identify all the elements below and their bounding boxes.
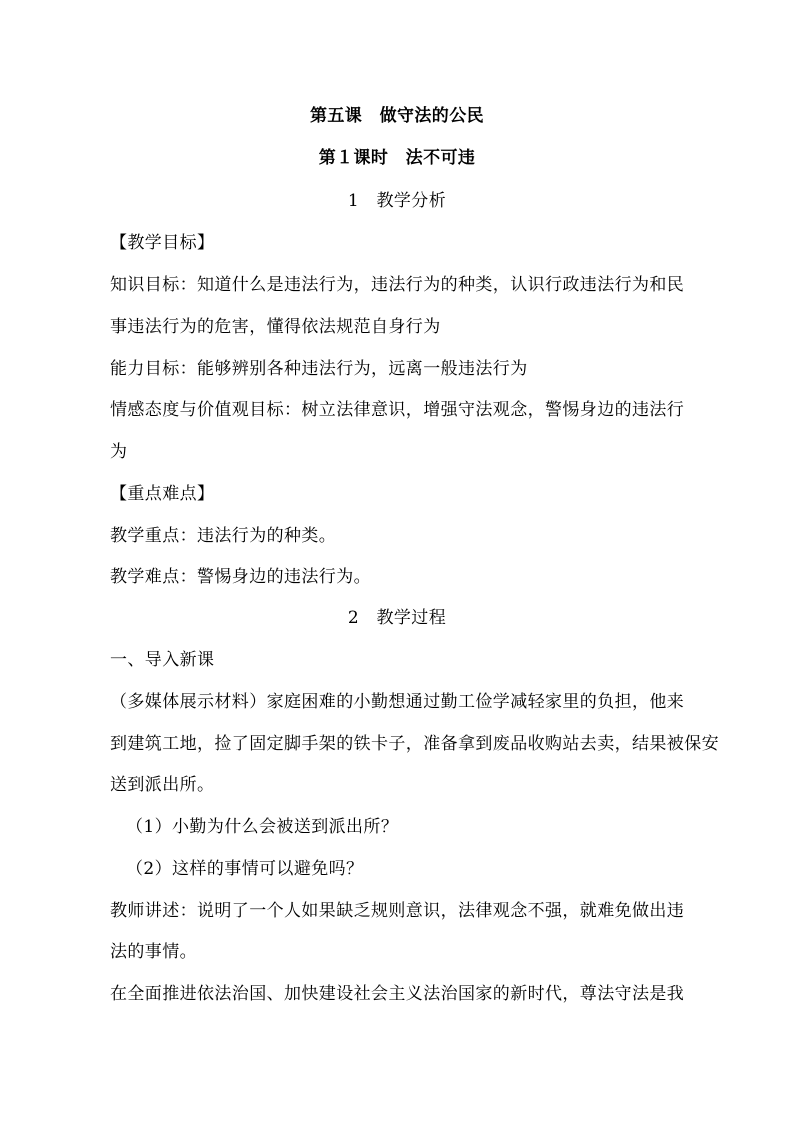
section-heading-analysis: 1 教学分析: [347, 191, 447, 211]
key-points-heading: 【重点难点】: [110, 484, 215, 504]
emotion-goal-line-1: 情感态度与价值观目标：树立法律意识，增强守法观念，警惕身边的违法行: [110, 400, 685, 420]
intro-paragraph-line-2: 到建筑工地，捡了固定脚手架的铁卡子，准备拿到废品收购站去卖，结果被保安: [110, 734, 719, 754]
knowledge-goal-line-1: 知识目标：知道什么是违法行为，违法行为的种类，认识行政违法行为和民: [110, 275, 685, 295]
ability-goal: 能力目标：能够辨别各种违法行为，远离一般违法行为: [110, 359, 528, 379]
intro-heading: 一、导入新课: [110, 650, 215, 670]
teacher-statement-line-1: 教师讲述：说明了一个人如果缺乏规则意识，法律观念不强，就难免做出违: [110, 901, 685, 921]
lesson-title: 第五课 做守法的公民: [310, 106, 484, 126]
key-point: 教学重点：违法行为的种类。: [110, 526, 337, 546]
final-paragraph-line: 在全面推进依法治国、加快建设社会主义法治国家的新时代，尊法守法是我: [110, 984, 685, 1004]
difficult-point: 教学难点：警惕身边的违法行为。: [110, 567, 371, 587]
section-heading-process: 2 教学过程: [347, 608, 447, 628]
teacher-statement-line-2: 法的事情。: [110, 942, 197, 962]
lesson-subtitle: 第１课时 法不可违: [318, 148, 476, 168]
question-2: （2）这样的事情可以避免吗？: [126, 859, 364, 879]
emotion-goal-line-2: 为: [110, 442, 128, 462]
objectives-heading: 【教学目标】: [110, 233, 215, 253]
intro-paragraph-line-3: 送到派出所。: [110, 775, 215, 795]
intro-paragraph-line-1: （多媒体展示材料）家庭困难的小勤想通过勤工俭学减轻家里的负担，他来: [110, 692, 685, 712]
question-1: （1）小勤为什么会被送到派出所？: [126, 817, 399, 837]
knowledge-goal-line-2: 事违法行为的危害，懂得依法规范自身行为: [110, 317, 441, 337]
